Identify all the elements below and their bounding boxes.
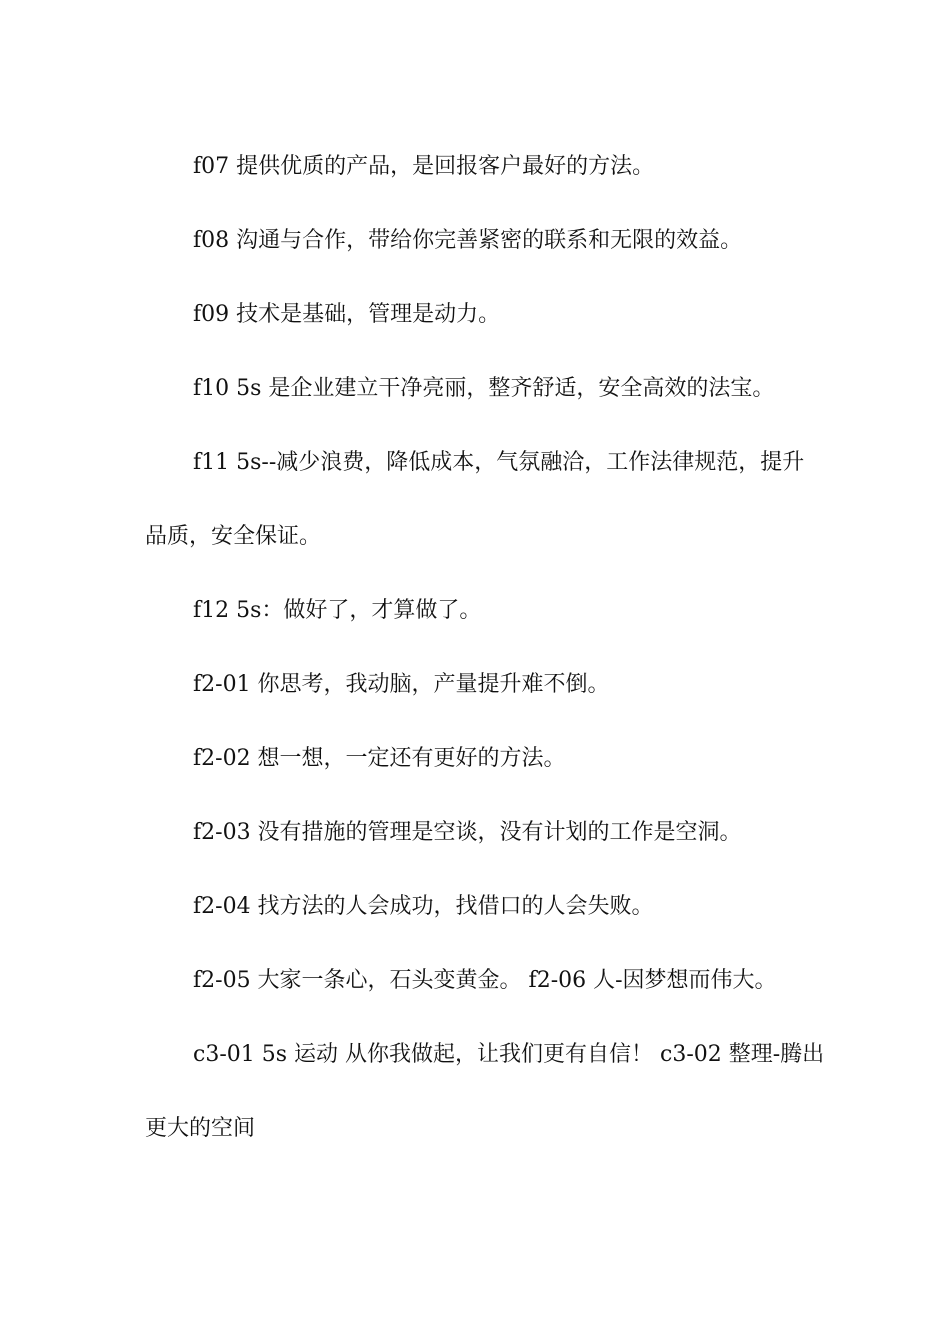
paragraph: f11 5s--减少浪费，降低成本，气氛融洽，工作法律规范，提升品质，安全保证。 (145, 450, 805, 549)
paragraph: f2-02 想一想，一定还有更好的方法。 (193, 746, 566, 771)
paragraph: f09 技术是基础，管理是动力。 (193, 302, 501, 327)
paragraph: f2-03 没有措施的管理是空谈，没有计划的工作是空洞。 (193, 820, 742, 845)
document-body (145, 130, 825, 1166)
paragraph: f07 提供优质的产品，是回报客户最好的方法。 (193, 154, 655, 179)
paragraph: f10 5s 是企业建立干净亮丽，整齐舒适，安全高效的法宝。 (193, 376, 775, 401)
paragraph: f2-01 你思考，我动脑，产量提升难不倒。 (193, 672, 610, 697)
paragraph: f12 5s：做好了，才算做了。 (193, 598, 482, 623)
paragraph: c3-01 5s 运动 从你我做起，让我们更有自信！ c3-02 整理-腾出更大的空间 (145, 1042, 825, 1141)
paragraph: f2-05 大家一条心，石头变黄金。 f2-06 人-因梦想而伟大。 (193, 968, 777, 993)
paragraph: f08 沟通与合作，带给你完善紧密的联系和无限的效益。 (193, 228, 743, 253)
paragraph: f2-04 找方法的人会成功，找借口的人会失败。 (193, 894, 654, 919)
